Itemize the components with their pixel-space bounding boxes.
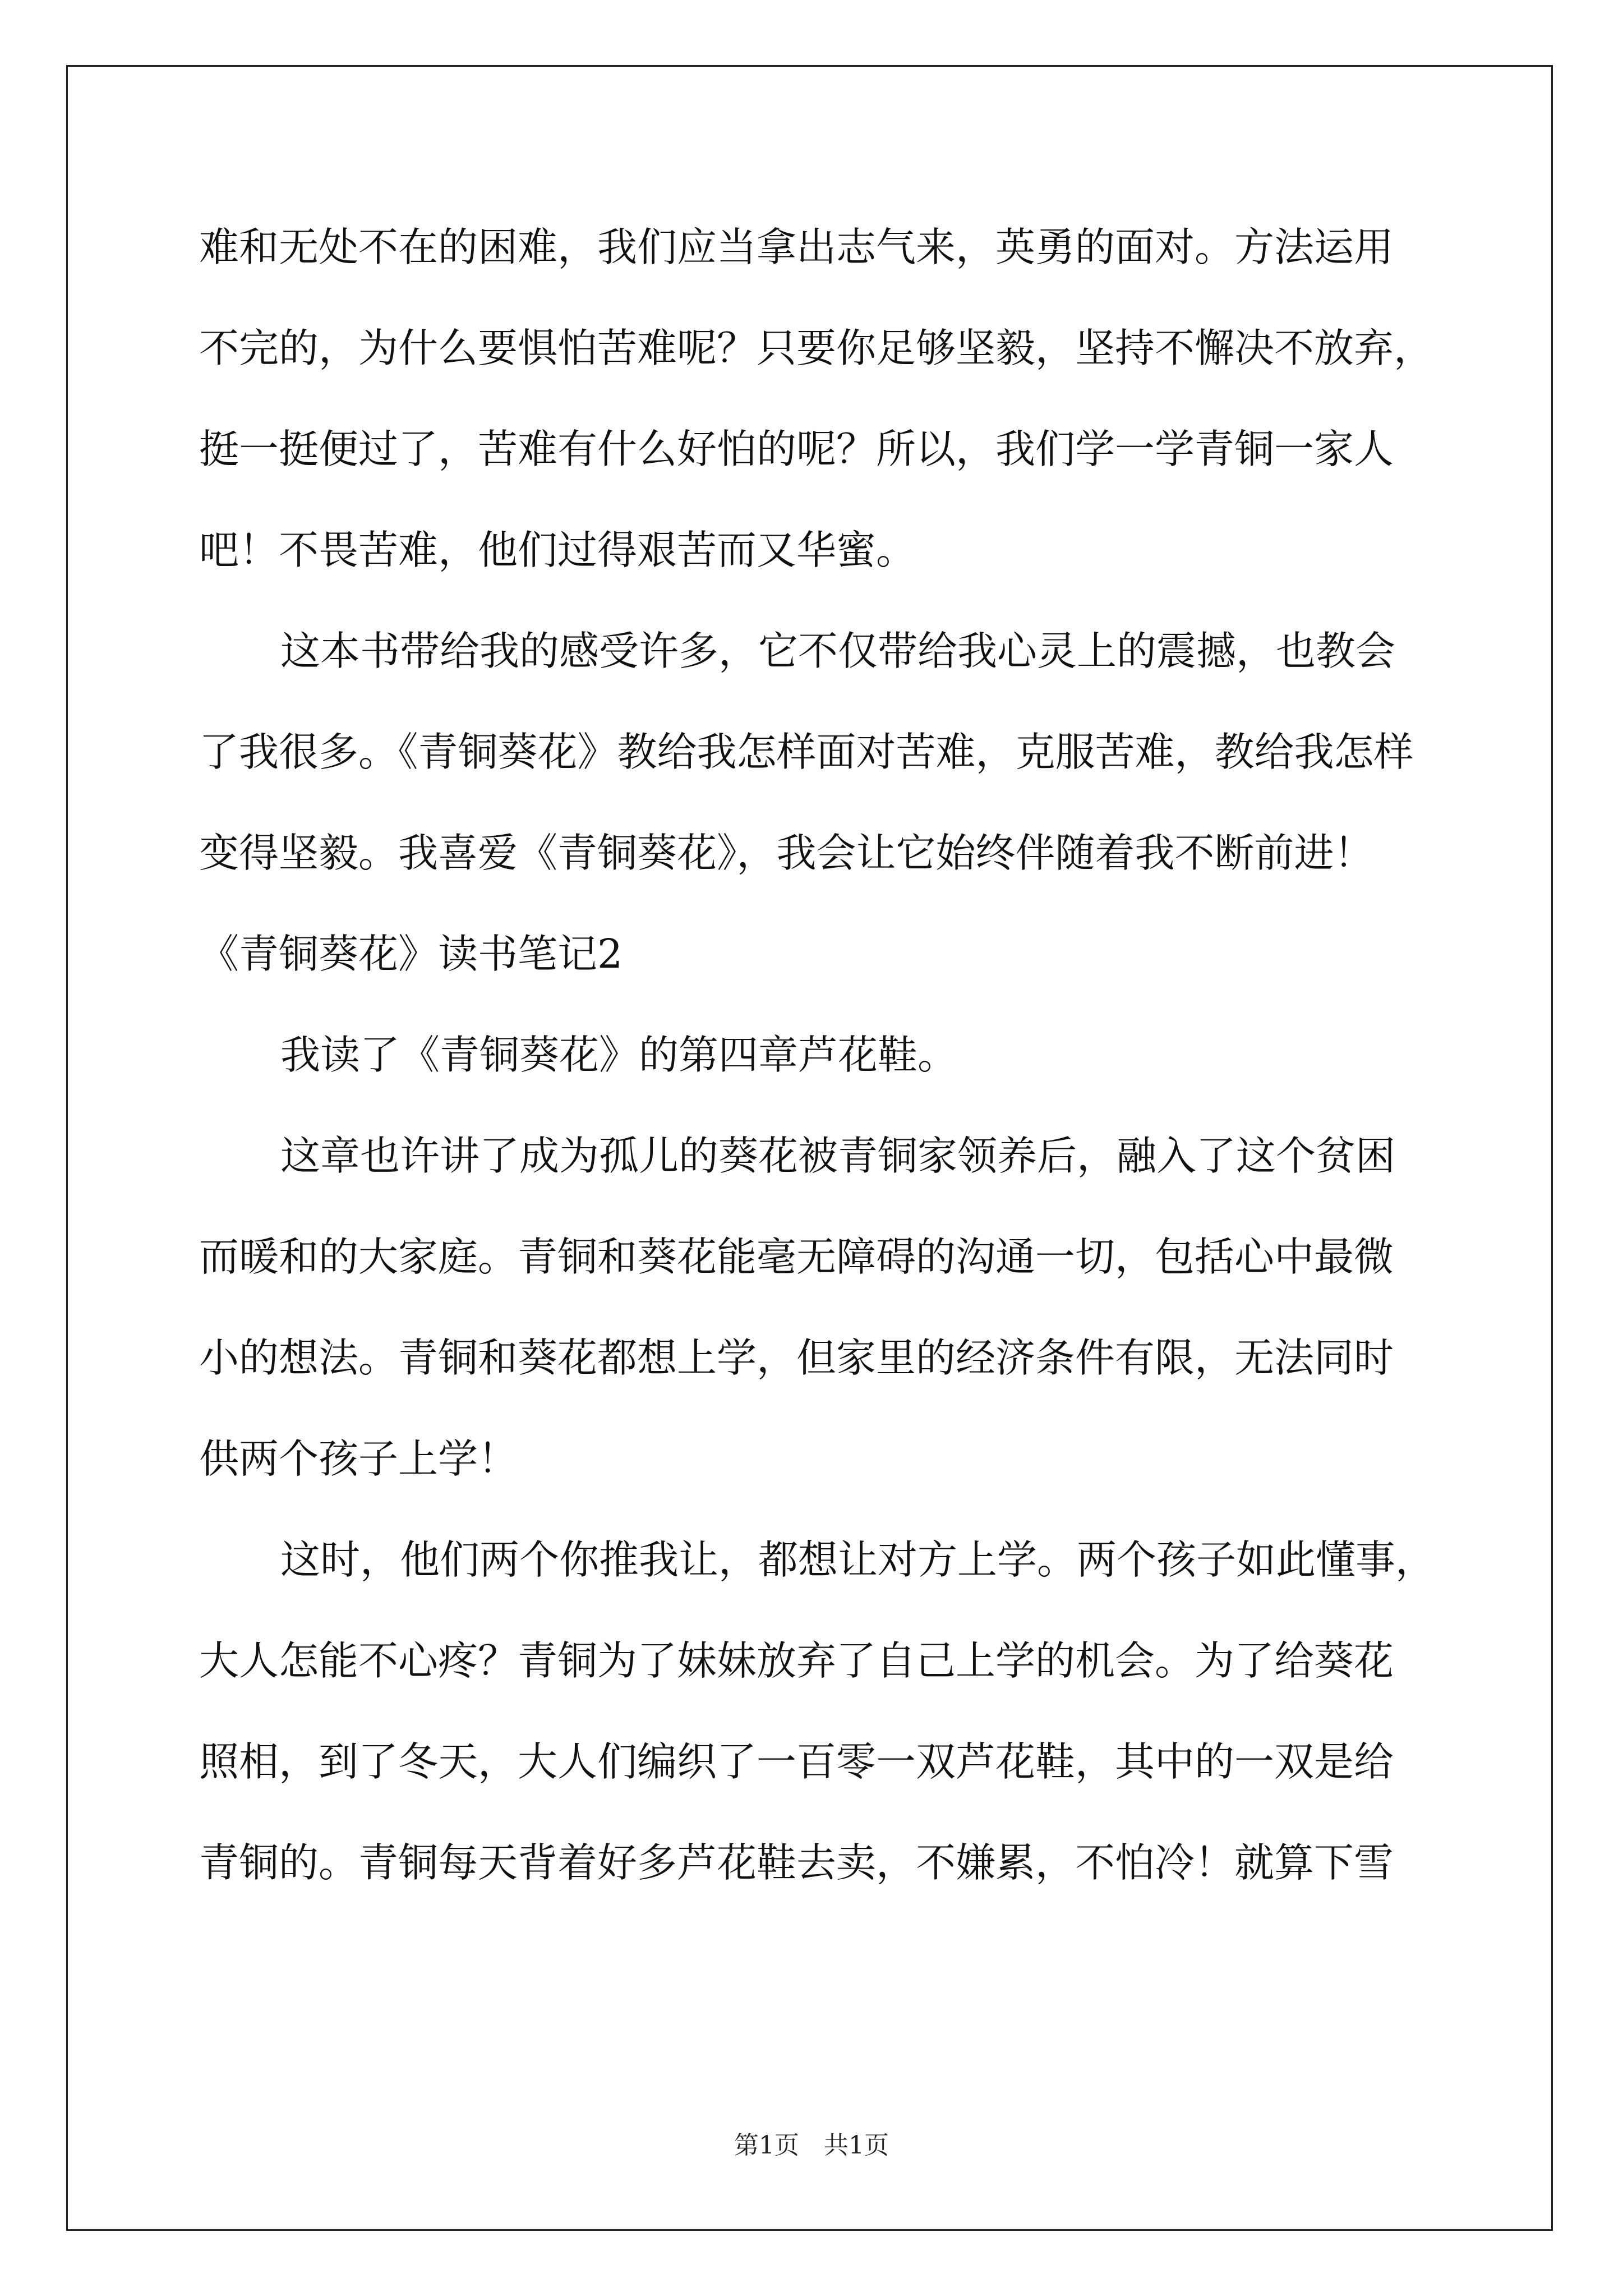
body-line: 小的想法。青铜和葵花都想上学，但家里的经济条件有限，无法同时 xyxy=(199,1335,1394,1381)
body-line: 不完的，为什么要惧怕苦难呢？只要你足够坚毅，坚持不懈决不放弃， xyxy=(199,325,1434,371)
body-line: 而暖和的大家庭。青铜和葵花能毫无障碍的沟通一切，包括心中最微 xyxy=(199,1234,1394,1280)
body-line: 难和无处不在的困难，我们应当拿出志气来，英勇的面对。方法运用 xyxy=(199,224,1394,270)
body-line: 了我很多。《青铜葵花》教给我怎样面对苦难，克服苦难，教给我怎样 xyxy=(199,729,1414,775)
body-line: 大人怎能不心疼？青铜为了妹妹放弃了自己上学的机会。为了给葵花 xyxy=(199,1637,1394,1684)
body-line: 挺一挺便过了，苦难有什么好怕的呢？所以，我们学一学青铜一家人 xyxy=(199,426,1394,472)
body-line: 变得坚毅。我喜爱《青铜葵花》，我会让它始终伴随着我不断前进！ xyxy=(199,830,1374,876)
body-line: 照相，到了冬天，大人们编织了一百零一双芦花鞋，其中的一双是给 xyxy=(199,1738,1394,1785)
body-line: 吧！不畏苦难，他们过得艰苦而又华蜜。 xyxy=(199,527,916,573)
body-line: 青铜的。青铜每天背着好多芦花鞋去卖，不嫌累，不怕冷！就算下雪 xyxy=(199,1839,1394,1886)
body-line: 这本书带给我的感受许多，它不仅带给我心灵上的震撼，也教会 xyxy=(280,628,1396,674)
body-line: 这时，他们两个你推我让，都想让对方上学。两个孩子如此懂事， xyxy=(280,1536,1436,1583)
section-heading: 《青铜葵花》读书笔记2 xyxy=(199,931,623,977)
body-line: 供两个孩子上学！ xyxy=(199,1435,518,1482)
page-number-footer: 第1页 共1页 xyxy=(734,2131,889,2160)
body-line: 这章也许讲了成为孤儿的葵花被青铜家领养后，融入了这个贫困 xyxy=(280,1133,1396,1179)
body-line: 我读了《青铜葵花》的第四章芦花鞋。 xyxy=(280,1032,958,1078)
